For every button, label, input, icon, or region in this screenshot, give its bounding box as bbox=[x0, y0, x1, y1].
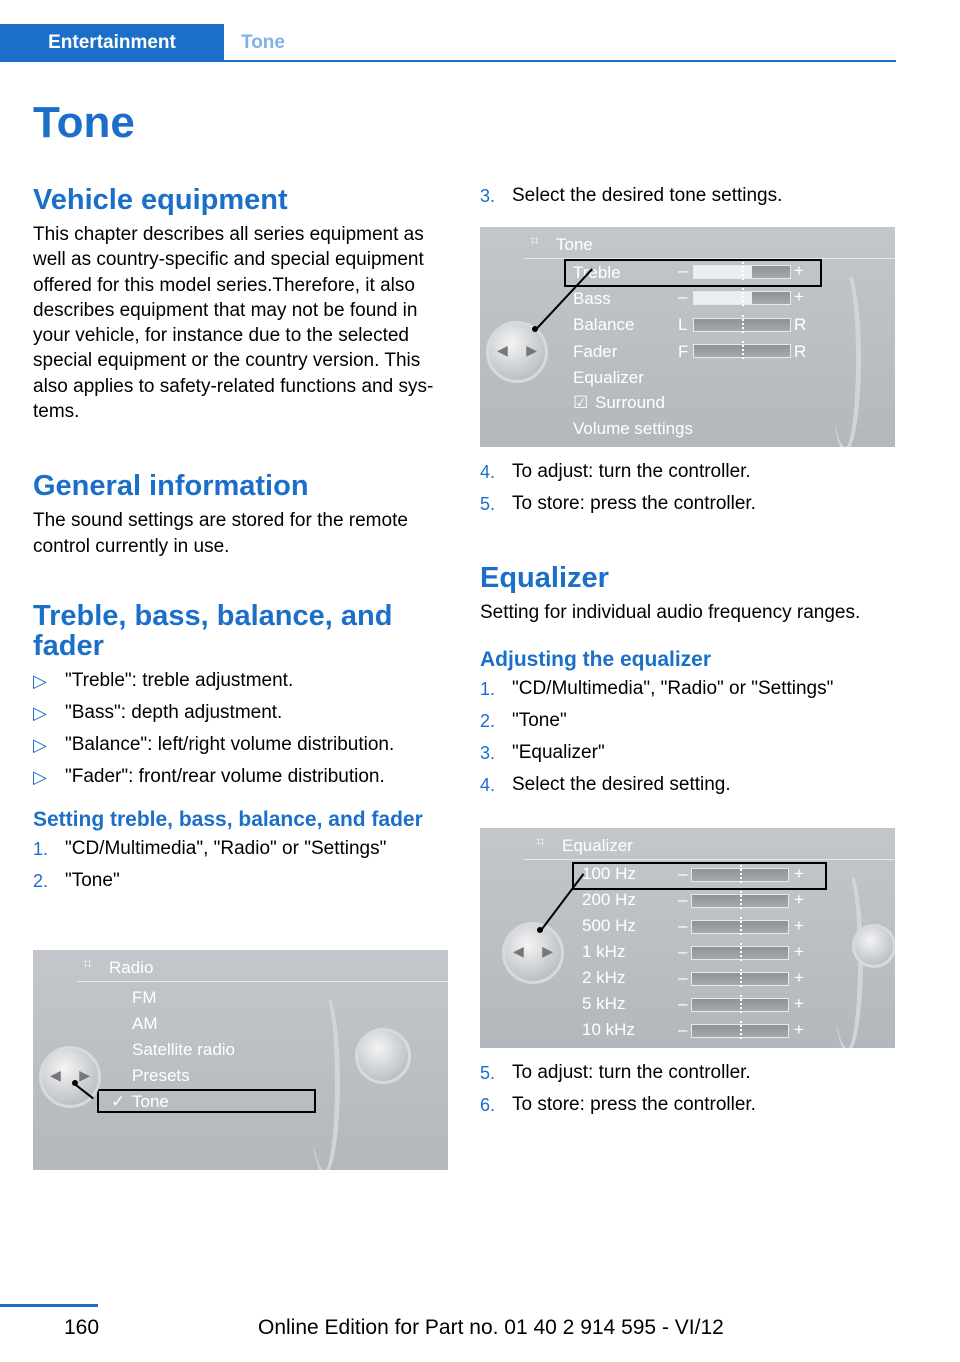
balance-right-label: R bbox=[794, 315, 807, 334]
equalizer-icon: ⌗ bbox=[536, 834, 546, 851]
menu-item-balance: Balance bbox=[573, 315, 635, 334]
list-item-text: "Fader": front/rear volume distribution. bbox=[65, 765, 385, 787]
eq-band-label: 2 kHz bbox=[582, 968, 626, 987]
minus-icon: – bbox=[678, 864, 688, 883]
settings-knob-icon bbox=[355, 1028, 411, 1084]
vehicle-equipment-heading: Vehicle equipment bbox=[33, 184, 288, 216]
balance-left-label: L bbox=[678, 315, 688, 334]
list-item bbox=[33, 701, 448, 733]
plus-icon: + bbox=[794, 261, 804, 280]
step-text: Select the desired tone settings. bbox=[512, 185, 783, 206]
eq-band-label: 500 Hz bbox=[582, 916, 636, 935]
list-item-text: "Bass": depth adjustment. bbox=[65, 701, 283, 723]
minus-icon: – bbox=[678, 1020, 688, 1039]
radio-antenna-icon: ⌗ bbox=[83, 956, 93, 973]
tone-icon: ⌗ bbox=[530, 233, 540, 250]
menu-item-tone: Tone bbox=[132, 1092, 169, 1111]
step-text: "CD/Multimedia", "Radio" or "Settings" bbox=[512, 678, 834, 700]
menu-item-surround: Surround bbox=[595, 393, 665, 412]
step-number: 3. bbox=[480, 743, 496, 764]
leader-dot bbox=[72, 1080, 78, 1086]
vehicle-equipment-body: This chapter describes all series equipment as well as country-specific and special equipment offered for this model series.Therefore, it also describes equipment that may not be found in your vehicle, for instance due to the selected special equipment or the country version. This also applies to safety-related functions and sys-tems. bbox=[33, 224, 434, 423]
screen-title: Equalizer bbox=[562, 836, 633, 855]
menu-item-am: AM bbox=[132, 1014, 158, 1033]
list-item bbox=[33, 733, 448, 765]
menu-item-satellite-radio: Satellite radio bbox=[132, 1040, 236, 1059]
step-number: 5. bbox=[480, 494, 496, 514]
list-item bbox=[33, 765, 448, 797]
radio-menu-screenshot bbox=[33, 950, 448, 1170]
menu-item-fm: FM bbox=[132, 988, 157, 1007]
step-text: To adjust: turn the controller. bbox=[512, 461, 751, 482]
minus-icon: – bbox=[678, 890, 688, 909]
eq-band-slider bbox=[691, 868, 789, 882]
footer-edition: Online Edition for Part no. 01 40 2 914 595 - VI/12 bbox=[258, 1316, 724, 1339]
menu-item-treble: Treble bbox=[573, 263, 621, 282]
left-column bbox=[33, 184, 448, 901]
header-rule bbox=[224, 60, 896, 62]
fader-front-label: F bbox=[678, 342, 689, 361]
eq-band-label: 1 kHz bbox=[582, 942, 626, 961]
fader-slider bbox=[693, 344, 791, 358]
list-item bbox=[480, 677, 895, 709]
list-item bbox=[480, 741, 895, 773]
equalizer-screenshot bbox=[480, 828, 895, 1048]
treble-slider bbox=[693, 265, 791, 279]
step-number: 4. bbox=[480, 775, 496, 796]
screen-title: Radio bbox=[109, 958, 154, 977]
plus-icon: + bbox=[794, 1020, 804, 1039]
page-number: 160 bbox=[64, 1316, 100, 1339]
list-item bbox=[480, 1061, 895, 1093]
step-text: "CD/Multimedia", "Radio" or "Settings" bbox=[65, 837, 387, 859]
list-item bbox=[480, 492, 895, 524]
eq-band-label: 200 Hz bbox=[582, 890, 636, 909]
list-item-text: "Treble": treble adjustment. bbox=[65, 669, 294, 691]
plus-icon: + bbox=[794, 968, 804, 987]
bass-slider bbox=[693, 291, 791, 305]
controller-knob-icon: ◀ ▶ bbox=[502, 922, 564, 984]
step-number: 1. bbox=[480, 679, 496, 700]
fader-rear-label: R bbox=[794, 342, 807, 361]
eq-band-slider bbox=[691, 1024, 789, 1038]
minus-icon: – bbox=[678, 968, 688, 987]
leader-dot bbox=[532, 326, 538, 332]
minus-icon: – bbox=[678, 942, 688, 961]
step-number: 5. bbox=[480, 1063, 496, 1083]
plus-icon: + bbox=[794, 890, 804, 909]
setting-steps-list bbox=[33, 837, 448, 901]
step-text: "Tone" bbox=[65, 869, 120, 891]
minus-icon: – bbox=[678, 994, 688, 1013]
screen-arc bbox=[309, 990, 340, 1170]
selection-highlight bbox=[97, 1089, 316, 1113]
menu-item-presets: Presets bbox=[132, 1066, 190, 1085]
screen-arc bbox=[830, 267, 861, 447]
controller-knob-icon: ◀ ▶ bbox=[486, 321, 548, 383]
step-text: Select the desired setting. bbox=[512, 774, 731, 796]
plus-icon: + bbox=[794, 864, 804, 883]
treble-bullet-list bbox=[33, 669, 448, 797]
plus-icon: + bbox=[794, 994, 804, 1013]
right-column bbox=[480, 184, 895, 216]
menu-item-bass: Bass bbox=[573, 289, 611, 308]
treble-bass-heading: Treble, bass, balance, and fader bbox=[33, 599, 393, 662]
list-item bbox=[480, 460, 895, 492]
setting-treble-heading: Setting treble, bass, balance, and fader bbox=[33, 807, 423, 831]
eq-band-slider bbox=[691, 946, 789, 960]
right-steps-b bbox=[480, 460, 895, 805]
step-number: 3. bbox=[480, 186, 496, 206]
minus-icon: – bbox=[678, 916, 688, 935]
plus-icon: + bbox=[794, 916, 804, 935]
triangle-bullet-icon: ▷ bbox=[33, 734, 47, 755]
header-page-tab: Tone bbox=[241, 32, 285, 53]
eq-band-label: 5 kHz bbox=[582, 994, 626, 1013]
header-section-tab: Entertainment bbox=[0, 24, 224, 62]
footer-rule bbox=[0, 1304, 98, 1307]
list-item bbox=[33, 837, 448, 869]
list-item bbox=[480, 1093, 895, 1125]
adjusting-equalizer-heading: Adjusting the equalizer bbox=[480, 648, 712, 672]
eq-band-slider bbox=[691, 998, 789, 1012]
list-item bbox=[480, 773, 895, 805]
general-information-body: The sound settings are stored for the remote control currently in use. bbox=[33, 510, 408, 557]
equalizer-heading: Equalizer bbox=[480, 562, 609, 594]
eq-band-slider bbox=[691, 894, 789, 908]
step-number: 2. bbox=[33, 870, 49, 891]
leader-dot bbox=[537, 927, 543, 933]
list-item bbox=[480, 709, 895, 741]
balance-slider bbox=[693, 318, 791, 332]
eq-band-slider bbox=[691, 972, 789, 986]
step-number: 6. bbox=[480, 1095, 496, 1115]
menu-item-volume-settings: Volume settings bbox=[573, 419, 694, 438]
step-text: "Equalizer" bbox=[512, 742, 605, 764]
step-number: 4. bbox=[480, 462, 496, 482]
triangle-bullet-icon: ▷ bbox=[33, 766, 47, 787]
checkbox-icon: ☑ bbox=[573, 393, 589, 412]
step-number: 2. bbox=[480, 711, 496, 732]
controller-knob-icon: ◀ ▶ bbox=[39, 1046, 101, 1108]
step-text: "Tone" bbox=[512, 710, 567, 732]
plus-knob-icon bbox=[852, 924, 895, 968]
eq-band-label: 100 Hz bbox=[582, 864, 636, 883]
menu-item-equalizer: Equalizer bbox=[573, 368, 644, 387]
triangle-bullet-icon: ▷ bbox=[33, 670, 47, 691]
equalizer-body: Setting for individual audio frequency ranges. bbox=[480, 602, 861, 623]
list-item bbox=[33, 669, 448, 701]
plus-icon: + bbox=[794, 287, 804, 306]
step-number: 1. bbox=[33, 838, 49, 859]
eq-band-slider bbox=[691, 920, 789, 934]
list-item bbox=[480, 184, 895, 216]
list-item-text: "Balance": left/right volume distribution. bbox=[65, 733, 395, 755]
page-title: Tone bbox=[33, 98, 135, 147]
step-text: To store: press the controller. bbox=[512, 1094, 756, 1115]
minus-icon: – bbox=[678, 287, 688, 306]
checkmark-icon: ✓ bbox=[111, 1092, 126, 1111]
triangle-bullet-icon: ▷ bbox=[33, 702, 47, 723]
tone-menu-screenshot bbox=[480, 227, 895, 447]
right-steps-c bbox=[480, 1061, 895, 1125]
screen-title: Tone bbox=[556, 235, 593, 254]
eq-band-label: 10 kHz bbox=[582, 1020, 635, 1039]
plus-icon: + bbox=[794, 942, 804, 961]
list-item bbox=[33, 869, 448, 901]
menu-item-fader: Fader bbox=[573, 342, 618, 361]
step-text: To adjust: turn the controller. bbox=[512, 1062, 751, 1083]
general-information-heading: General information bbox=[33, 470, 309, 503]
step-text: To store: press the controller. bbox=[512, 493, 756, 514]
minus-icon: – bbox=[678, 261, 688, 280]
